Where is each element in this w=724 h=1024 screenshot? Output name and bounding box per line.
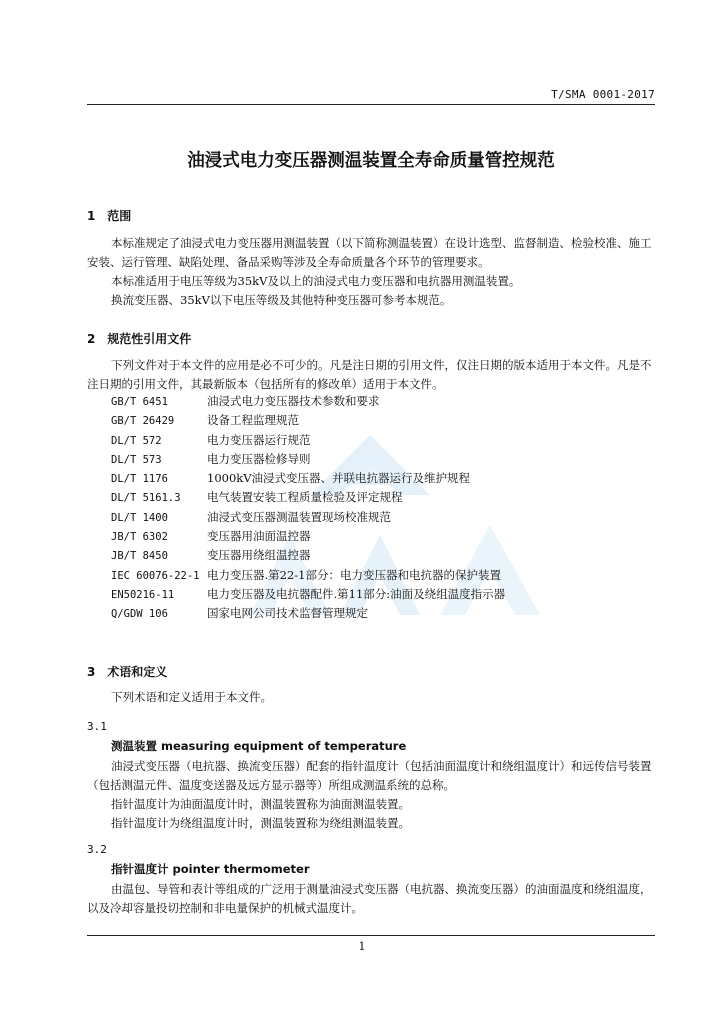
reference-name: 电力变压器运行规范 xyxy=(207,432,311,447)
header-divider xyxy=(87,104,655,105)
section-number: 2 xyxy=(87,332,96,346)
reference-name: 电力变压器.第22-1部分：电力变压器和电抗器的保护装置 xyxy=(207,567,501,582)
reference-code: JB/T 6302 xyxy=(111,531,168,544)
section-1-paragraph-1: 本标准规定了油浸式电力变压器用测温装置（以下简称测温装置）在设计选型、监督制造、检验校准、施工安装、运行管理、缺陷处理、备品采购等涉及全寿命质量各个环节的管理要求。 xyxy=(87,236,652,269)
reference-code: GB/T 26429 xyxy=(111,415,175,428)
reference-item xyxy=(111,528,505,547)
reference-code: GB/T 6451 xyxy=(111,396,168,408)
reference-name: 电力变压器检修导则 xyxy=(207,451,311,466)
page-number: 1 xyxy=(358,940,366,953)
reference-name: 电气装置安装工程质量检验及评定规程 xyxy=(207,490,403,505)
term-definition: 由温包、导管和表计等组成的广泛用于测量油浸式变压器（电抗器、换流变压器）的油面温度和绕组温度，以及冷却容量投切控制和非电量保护的机械式温度计。 xyxy=(87,882,652,915)
reference-item xyxy=(111,567,505,586)
reference-item xyxy=(111,489,505,508)
reference-item xyxy=(111,470,505,489)
reference-name: 1000kV油浸式变压器、并联电抗器运行及维护规程 xyxy=(207,471,471,486)
reference-name: 电力变压器及电抗器配件.第11部分:油面及绕组温度指示器 xyxy=(207,586,506,601)
term-note: 指针温度计为绕组温度计时，测温装置称为绕组测温装置。 xyxy=(111,816,410,830)
section-number: 1 xyxy=(87,209,96,223)
reference-code: DL/T 572 xyxy=(111,434,162,447)
reference-code: IEC 60076-22-1 xyxy=(111,569,200,582)
reference-code: DL/T 1400 xyxy=(111,511,168,524)
reference-name: 油浸式变压器测温装置现场校准规范 xyxy=(207,509,391,524)
section-2-heading xyxy=(87,330,191,347)
reference-name: 设备工程监理规范 xyxy=(207,413,299,428)
reference-code: DL/T 1176 xyxy=(111,473,168,486)
section-3-paragraph-1: 下列术语和定义适用于本文件。 xyxy=(111,690,272,704)
section-1-paragraph-3: 换流变压器、35kV以下电压等级及其他特种变压器可参考本规范。 xyxy=(111,293,452,307)
reference-code: DL/T 573 xyxy=(111,453,162,466)
term-definition: 油浸式变压器（电抗器、换流变压器）配套的指针温度计（包括油面温度计和绕组温度计）和远传信号装置（包括测温元件、温度变送器及远方显示器等）所组成测温系统的总称。 xyxy=(87,759,652,792)
document-title: 油浸式电力变压器测温装置全寿命质量管控规范 xyxy=(187,151,555,171)
clause-number: 3.1 xyxy=(87,720,107,733)
reference-item xyxy=(111,586,505,605)
reference-item xyxy=(111,432,505,451)
section-2-paragraph-1: 下列文件对于本文件的应用是必不可少的。凡是注日期的引用文件，仅注日期的版本适用于本文件。凡是不注日期的引用文件，其最新版本（包括所有的修改单）适用于本文件。 xyxy=(87,358,652,391)
section-title: 规范性引用文件 xyxy=(107,332,192,346)
section-3-heading xyxy=(87,663,167,680)
section-number: 3 xyxy=(87,665,96,679)
section-1-paragraph-2: 本标准适用于电压等级为35kV及以上的油浸式电力变压器和电抗器用测温装置。 xyxy=(111,274,521,288)
reference-item xyxy=(111,451,505,470)
reference-name: 国家电网公司技术监督管理规定 xyxy=(207,606,368,621)
section-title: 术语和定义 xyxy=(107,665,168,679)
reference-item xyxy=(111,393,505,412)
reference-code: DL/T 5161.3 xyxy=(111,492,181,505)
footer-divider xyxy=(87,935,655,936)
term-heading: 测温装置 measuring equipment of temperature xyxy=(111,739,407,753)
reference-name: 油浸式电力变压器技术参数和要求 xyxy=(207,394,380,408)
header-doc-code: T/SMA 0001-2017 xyxy=(551,88,655,101)
reference-item xyxy=(111,547,505,566)
reference-name: 变压器用油面温控器 xyxy=(207,529,311,544)
reference-list xyxy=(111,393,505,625)
term-note: 指针温度计为油面温度计时，测温装置称为油面测温装置。 xyxy=(111,797,410,811)
reference-item xyxy=(111,412,505,431)
clause-number: 3.2 xyxy=(87,843,107,856)
section-1-heading xyxy=(87,207,131,224)
reference-code: Q/GDW 106 xyxy=(111,608,168,621)
section-title: 范围 xyxy=(107,209,132,223)
reference-item xyxy=(111,509,505,528)
term-heading: 指针温度计 pointer thermometer xyxy=(111,862,310,876)
reference-code: JB/T 8450 xyxy=(111,550,168,563)
reference-code: EN50216-11 xyxy=(111,588,175,601)
reference-item xyxy=(111,605,505,624)
reference-name: 变压器用绕组温控器 xyxy=(207,548,311,563)
